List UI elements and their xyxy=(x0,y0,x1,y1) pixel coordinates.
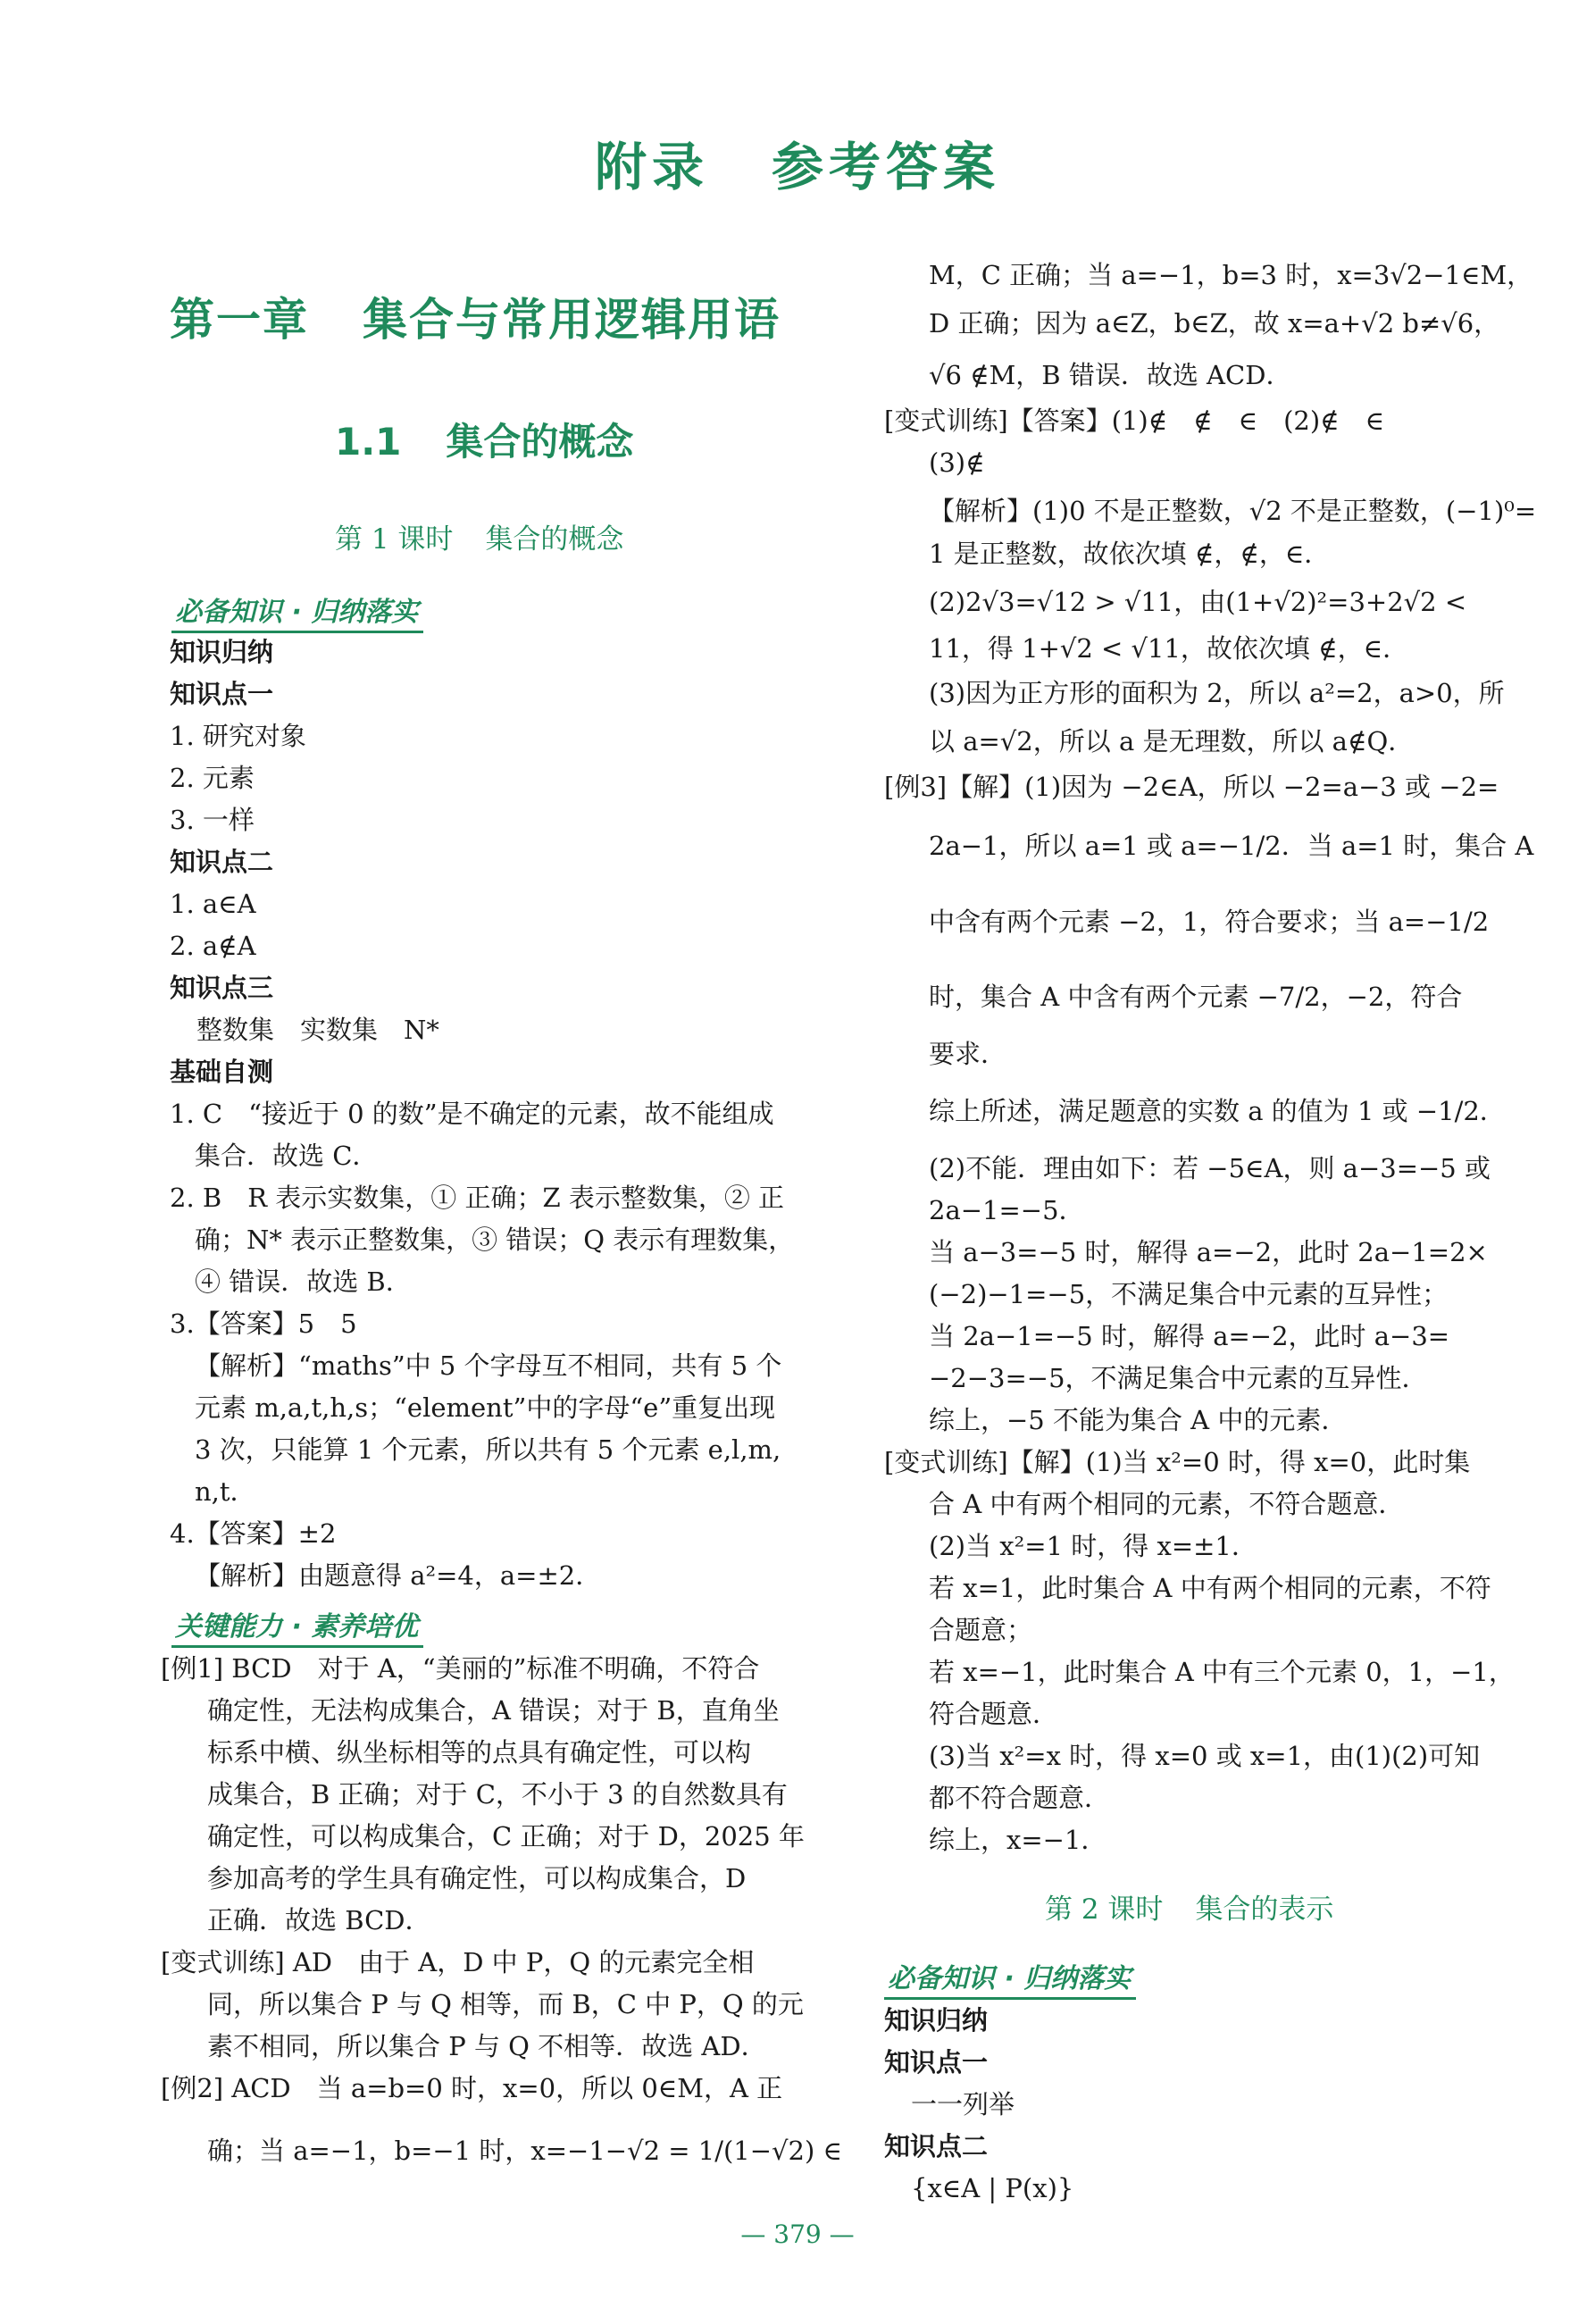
right-line: (−2)−1=−5，不满足集合中元素的互异性； xyxy=(929,1279,1449,1309)
left-line: [例2] ACD 当 a=b=0 时，x=0，所以 0∈M，A 正 xyxy=(161,2073,783,2103)
left-line: [变式训练] AD 由于 A，D 中 P，Q 的元素完全相 xyxy=(161,1947,755,1977)
right-line: (2)2√3=√12 > √11，由(1+√2)²=3+2√2 < xyxy=(929,587,1467,617)
appendix-title: 附录 参考答案 xyxy=(594,137,1001,197)
left-line: 确；当 a=−1，b=−1 时，x=−1−√2 = 1/(1−√2) ∈ xyxy=(207,2136,842,2166)
left-line: 4.【答案】±2 xyxy=(170,1518,337,1549)
left-line: [例1] BCD 对于 A，“美丽的”标准不明确，不符合 xyxy=(161,1653,760,1684)
left-line: n,t． xyxy=(195,1476,256,1507)
left-line: 正确．故选 BCD． xyxy=(207,1905,431,1935)
banner-must-knowledge-2: 必备知识 · 归纳落实 xyxy=(884,1956,1136,2000)
left-line: 标系中横、纵坐标相等的点具有确定性，可以构 xyxy=(207,1737,752,1768)
right-line: [变式训练]【答案】(1)∉ ∉ ∈ (2)∉ ∈ xyxy=(884,405,1385,436)
right-line: 知识点一 xyxy=(884,2047,989,2077)
left-line: 基础自测 xyxy=(170,1057,274,1087)
right-line: 都不符合题意． xyxy=(929,1783,1111,1813)
left-line: 知识点三 xyxy=(170,973,274,1003)
section-title: 1.1 集合的概念 xyxy=(335,420,634,464)
left-line: 2. 元素 xyxy=(170,763,255,793)
right-line: (3)∉ xyxy=(929,447,985,478)
right-line: (3)因为正方形的面积为 2，所以 a²=2，a>0，所 xyxy=(929,678,1505,708)
left-line: 3 次，只能算 1 个元素，所以共有 5 个元素 e,l,m, xyxy=(195,1434,781,1465)
left-line: 确定性，无法构成集合，A 错误；对于 B，直角坐 xyxy=(207,1695,780,1726)
right-line: 知识归纳 xyxy=(884,2005,989,2036)
chapter-title: 第一章 集合与常用逻辑用语 xyxy=(170,294,781,346)
right-line: 当 2a−1=−5 时，解得 a=−2，此时 a−3= xyxy=(929,1321,1450,1351)
left-line: 1. a∈A xyxy=(170,889,256,919)
right-line: √6 ∉M，B 错误．故选 ACD． xyxy=(929,360,1292,390)
right-line: 2a−1，所以 a=1 或 a=−1/2．当 a=1 时，集合 A xyxy=(929,831,1534,861)
right-line: 若 x=1，此时集合 A 中有两个相同的元素，不符 xyxy=(929,1573,1491,1603)
right-line: 符合题意． xyxy=(929,1699,1059,1729)
page-number: — 379 — xyxy=(740,2220,855,2249)
left-line: 1. 研究对象 xyxy=(170,721,306,751)
right-line: [例3]【解】(1)因为 −2∈A，所以 −2=a−3 或 −2= xyxy=(884,772,1499,802)
right-line: {x∈A | P(x)} xyxy=(911,2173,1074,2203)
left-line: 2. B R 表示实数集，① 正确；Z 表示整数集，② 正 xyxy=(170,1183,785,1213)
lesson-2-title: 第 2 课时 集合的表示 xyxy=(1045,1893,1334,1926)
right-line: 11，得 1+√2 < √11，故依次填 ∉，∈． xyxy=(929,633,1409,664)
right-line: 中含有两个元素 −2，1，符合要求；当 a=−1/2 xyxy=(929,907,1490,937)
right-line: 以 a=√2，所以 a 是无理数，所以 a∉Q． xyxy=(929,726,1415,757)
left-line: 集合．故选 C． xyxy=(195,1141,379,1171)
left-line: 2. a∉A xyxy=(170,931,256,961)
right-line: −2−3=−5，不满足集合中元素的互异性． xyxy=(929,1363,1428,1393)
banner-must-knowledge-1: 必备知识 · 归纳落实 xyxy=(171,589,423,633)
right-line: 综上，x=−1． xyxy=(929,1825,1107,1855)
right-line: (3)当 x²=x 时，得 x=0 或 x=1，由(1)(2)可知 xyxy=(929,1741,1481,1771)
right-line: [变式训练]【解】(1)当 x²=0 时，得 x=0，此时集 xyxy=(884,1447,1471,1477)
right-line: 2a−1=−5． xyxy=(929,1195,1085,1225)
right-line: 当 a−3=−5 时，解得 a=−2，此时 2a−1=2× xyxy=(929,1237,1488,1267)
left-line: 知识点二 xyxy=(170,847,274,877)
left-line: 知识点一 xyxy=(170,679,274,709)
right-line: M，C 正确；当 a=−1，b=3 时，x=3√2−1∈M， xyxy=(929,260,1533,290)
left-line: 知识归纳 xyxy=(170,637,274,667)
left-line: 同，所以集合 P 与 Q 相等，而 B，C 中 P，Q 的元 xyxy=(207,1989,804,2019)
banner-key-ability: 关键能力 · 素养培优 xyxy=(171,1604,423,1648)
left-line: 确；N* 表示正整数集，③ 错误；Q 表示有理数集， xyxy=(195,1225,795,1255)
right-line: 合题意； xyxy=(929,1615,1033,1645)
left-line: 3.【答案】5 5 xyxy=(170,1308,357,1339)
left-line: 3. 一样 xyxy=(170,805,255,835)
left-line: 【解析】由题意得 a²=4，a=±2． xyxy=(195,1560,602,1591)
left-line: 成集合，B 正确；对于 C，不小于 3 的自然数具有 xyxy=(207,1779,788,1810)
right-line: 知识点二 xyxy=(884,2131,989,2161)
left-line: 参加高考的学生具有确定性，可以构成集合，D xyxy=(207,1863,747,1893)
right-line: (2)当 x²=1 时，得 x=±1． xyxy=(929,1531,1257,1561)
right-line: 综上所述，满足题意的实数 a 的值为 1 或 −1/2． xyxy=(929,1096,1506,1126)
left-line: 【解析】“maths”中 5 个字母互不相同，共有 5 个 xyxy=(195,1350,782,1381)
right-line: 1 是正整数，故依次填 ∉，∉，∈． xyxy=(929,539,1331,569)
left-line: 素不相同，所以集合 P 与 Q 不相等．故选 AD． xyxy=(207,2031,767,2061)
left-line: 元素 m,a,t,h,s；“element”中的字母“e”重复出现 xyxy=(195,1392,776,1423)
right-line: 合 A 中有两个相同的元素，不符合题意． xyxy=(929,1489,1405,1519)
right-line: 综上，−5 不能为集合 A 中的元素． xyxy=(929,1405,1348,1435)
right-line: 要求． xyxy=(929,1039,1007,1069)
lesson-1-title: 第 1 课时 集合的概念 xyxy=(335,523,624,556)
right-line: 一一列举 xyxy=(911,2089,1015,2119)
right-line: D 正确；因为 a∈Z，b∈Z，故 x=a+√2 b≠√6， xyxy=(929,308,1500,339)
left-line: 1. C “接近于 0 的数”是不确定的元素，故不能组成 xyxy=(170,1099,774,1129)
right-line: (2)不能．理由如下：若 −5∈A，则 a−3=−5 或 xyxy=(929,1153,1491,1183)
left-line: ④ 错误．故选 B． xyxy=(195,1266,412,1297)
right-line: 【解析】(1)0 不是正整数，√2 不是正整数，(−1)⁰= xyxy=(929,496,1537,526)
right-line: 若 x=−1，此时集合 A 中有三个元素 0，1，−1， xyxy=(929,1657,1515,1687)
left-line: 整数集 实数集 N* xyxy=(196,1015,439,1045)
right-line: 时，集合 A 中含有两个元素 −7/2，−2，符合 xyxy=(929,982,1463,1012)
left-line: 确定性，可以构成集合，C 正确；对于 D，2025 年 xyxy=(207,1821,805,1852)
